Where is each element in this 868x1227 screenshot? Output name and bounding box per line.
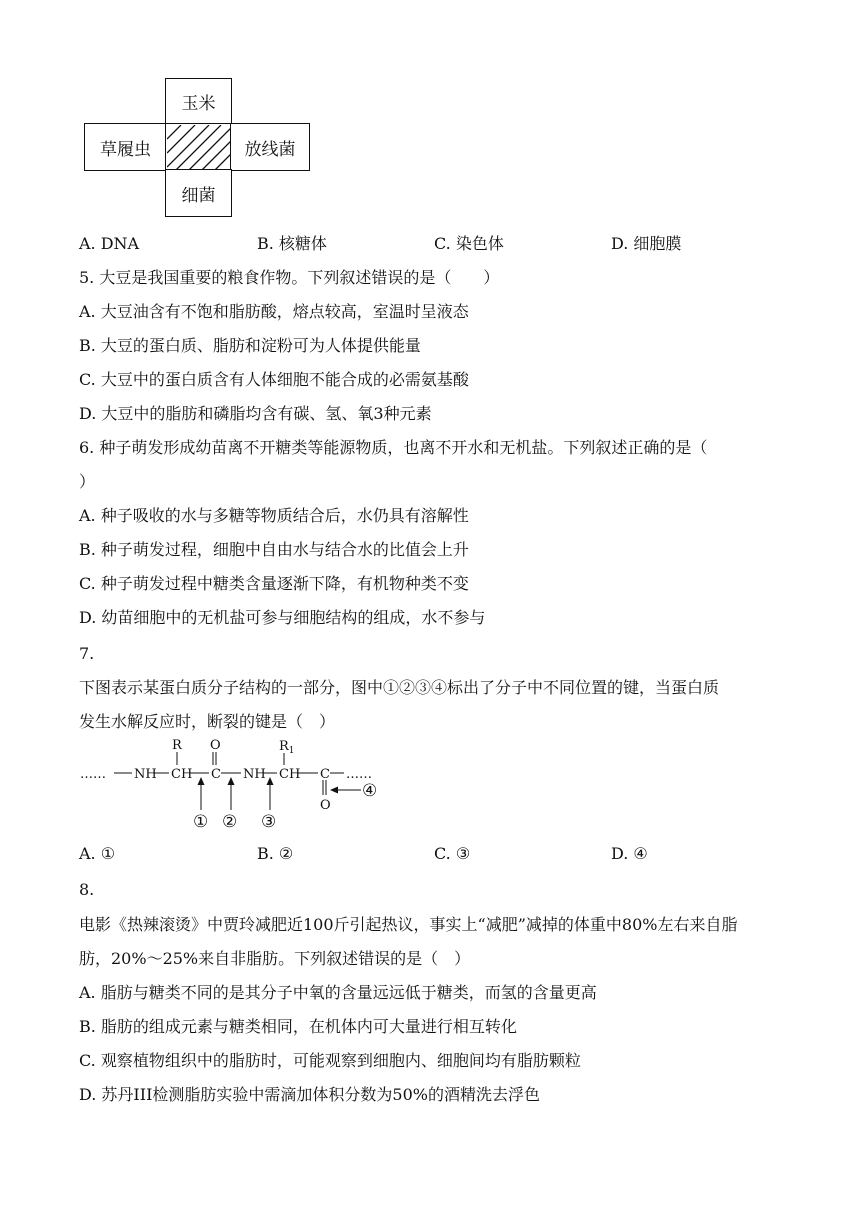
cell-left-label: 草履虫 xyxy=(100,139,151,160)
cell-top xyxy=(165,78,232,125)
q4-option-c: C. 染色体 xyxy=(434,234,504,253)
cell-right xyxy=(230,123,310,171)
q6-stem-line1: 6. 种子萌发形成幼苗离不开糖类等能源物质，也离不开水和无机盐。下列叙述正确的是（ xyxy=(79,438,708,457)
q6-stem-line2: ） xyxy=(79,472,96,491)
peptide-formula xyxy=(78,734,398,834)
cell-center-hatched xyxy=(165,123,232,171)
bond-label-1: ① xyxy=(193,812,209,832)
formula-dots-right: …… xyxy=(346,767,372,782)
formula-dots-left: …… xyxy=(80,767,106,782)
q7-option-d: D. ④ xyxy=(611,844,648,863)
q7-option-c: C. ③ xyxy=(434,844,471,863)
formula-nh-2: NH xyxy=(243,767,266,782)
cell-top-label: 玉米 xyxy=(181,94,216,114)
formula-r1 xyxy=(279,739,295,756)
bond-label-2: ② xyxy=(222,812,238,832)
q8-option-c: C. 观察植物组织中的脂肪时，可能观察到细胞内、细胞间均有脂肪颗粒 xyxy=(79,1051,581,1070)
cell-right-label: 放线菌 xyxy=(244,139,296,160)
cell-bottom xyxy=(165,169,232,217)
q8-stem-line2: 肪，20%～25%来自非脂肪。下列叙述错误的是（ ） xyxy=(79,949,471,968)
q6-option-c: C. 种子萌发过程中糖类含量逐渐下降，有机物种类不变 xyxy=(79,574,469,593)
q7-number: 7. xyxy=(79,644,95,663)
q8-number: 8. xyxy=(79,880,95,899)
q5-option-c: C. 大豆中的蛋白质含有人体细胞不能合成的必需氨基酸 xyxy=(79,370,469,389)
formula-r: R xyxy=(172,738,182,753)
q8-option-a: A. 脂肪与糖类不同的是其分子中氧的含量远远低于糖类，而氢的含量更高 xyxy=(79,983,597,1002)
formula-nh-1: NH xyxy=(134,767,157,782)
bond-label-3: ③ xyxy=(261,812,277,832)
q5-option-b: B. 大豆的蛋白质、脂肪和淀粉可为人体提供能量 xyxy=(79,336,421,355)
q5-option-d: D. 大豆中的脂肪和磷脂均含有碳、氢、氧3种元素 xyxy=(79,404,432,423)
cell-bottom-label: 细菌 xyxy=(181,185,216,206)
q4-option-b: B. 核糖体 xyxy=(257,234,327,253)
q7-option-b: B. ② xyxy=(257,844,294,863)
formula-r1-main: R xyxy=(279,739,289,754)
formula-c-2: C xyxy=(320,767,330,782)
formula-o-top: O xyxy=(210,738,221,753)
q4-option-a: A. DNA xyxy=(79,234,140,253)
bond-label-4: ④ xyxy=(362,781,378,801)
hatch-pattern xyxy=(167,125,231,170)
cell-left xyxy=(84,123,167,171)
formula-ch-2: CH xyxy=(279,767,301,782)
q5-stem: 5. 大豆是我国重要的粮食作物。下列叙述错误的是（ ） xyxy=(79,268,500,287)
q7-option-a: A. ① xyxy=(79,844,116,863)
q7-stem-line2: 发生水解反应时，断裂的键是（ ） xyxy=(79,712,336,731)
q7-stem-line1: 下图表示某蛋白质分子结构的一部分，图中①②③④标出了分子中不同位置的键，当蛋白质 xyxy=(79,678,720,697)
q8-stem-line1: 电影《热辣滚烫》中贾玲减肥近100斤引起热议，事实上“减肥”减掉的体重中80%左右来自脂 xyxy=(79,915,738,934)
formula-ch-1: CH xyxy=(171,767,193,782)
q6-option-a: A. 种子吸收的水与多糖等物质结合后，水仍具有溶解性 xyxy=(79,506,469,525)
q8-option-b: B. 脂肪的组成元素与糖类相同，在机体内可大量进行相互转化 xyxy=(79,1017,517,1036)
q5-option-a: A. 大豆油含有不饱和脂肪酸，熔点较高，室温时呈液态 xyxy=(79,302,469,321)
formula-c-1: C xyxy=(211,767,221,782)
formula-o-bottom: O xyxy=(320,798,331,813)
q6-option-b: B. 种子萌发过程，细胞中自由水与结合水的比值会上升 xyxy=(79,540,469,559)
q4-option-d: D. 细胞膜 xyxy=(611,234,682,253)
formula-r1-sub: 1 xyxy=(288,746,295,756)
q6-option-d: D. 幼苗细胞中的无机盐可参与细胞结构的组成，水不参与 xyxy=(79,608,486,627)
q8-option-d: D. 苏丹III检测脂肪实验中需滴加体积分数为50%的酒精洗去浮色 xyxy=(79,1085,540,1104)
